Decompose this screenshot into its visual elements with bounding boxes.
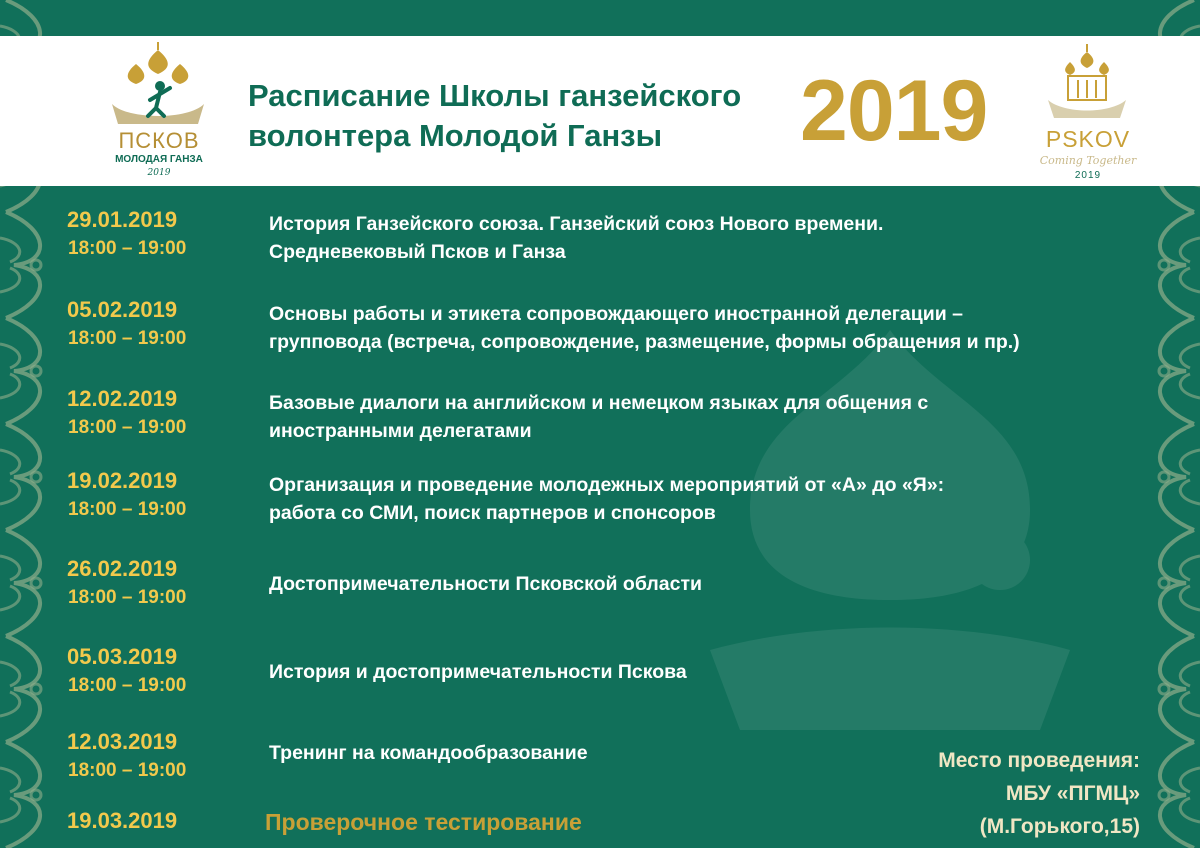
session-topic-line: История и достопримечательности Пскова	[269, 661, 687, 683]
session-topic	[269, 739, 588, 767]
session-topic	[265, 808, 582, 836]
venue-name: МБУ «ПГМЦ»	[1005, 782, 1140, 805]
session-time: 18:00 – 19:00	[68, 675, 187, 696]
session-topic-line: Достопримечательности Псковской области	[269, 573, 702, 595]
session-topic	[269, 389, 928, 445]
session-time: 18:00 – 19:00	[68, 417, 187, 438]
session-topic-line: Тренинг на командообразование	[269, 742, 588, 764]
session-date: 12.03.2019	[67, 729, 178, 754]
page-title-line-2: волонтера Молодой Ганзы	[248, 118, 663, 153]
venue-info	[938, 744, 1140, 843]
session-time: 18:00 – 19:00	[68, 328, 187, 349]
session-topic	[269, 570, 702, 598]
page-title-line-1: Расписание Школы ганзейского	[248, 78, 742, 113]
logo-subtitle-text: Coming Together	[1039, 154, 1137, 167]
session-topic-line: Организация и проведение молодежных мероприятий от «А» до «Я»:	[269, 474, 945, 496]
session-date: 19.03.2019	[67, 808, 178, 833]
logo-city-text: PSKOV	[1045, 126, 1131, 152]
session-topic-line: Проверочное тестирование	[265, 809, 582, 835]
session-topic-line: Базовые диалоги на английском и немецком языках для общения с	[269, 392, 929, 414]
session-time: 18:00 – 19:00	[68, 587, 187, 608]
session-topic	[269, 300, 1020, 356]
session-topic-line: Основы работы и этикета сопровождающего иностранной делегации –	[269, 303, 963, 325]
logo-year-text: 2019	[1074, 170, 1102, 181]
session-date: 29.01.2019	[67, 207, 178, 232]
venue-address: (М.Горького,15)	[979, 815, 1140, 838]
session-date: 05.03.2019	[67, 644, 178, 669]
venue-label: Место проведения:	[938, 749, 1140, 772]
header-year: 2019	[800, 63, 988, 159]
session-topic-line: иностранными делегатами	[269, 420, 532, 442]
session-date: 26.02.2019	[67, 556, 178, 581]
session-time: 18:00 – 19:00	[68, 499, 187, 520]
session-topic-line: История Ганзейского союза. Ганзейский союз Нового времени.	[269, 213, 884, 235]
logo-subtitle-text: МОЛОДАЯ ГАНЗА	[115, 154, 203, 165]
session-topic-line: Средневековый Псков и Ганза	[269, 241, 566, 263]
session-topic	[269, 658, 687, 686]
session-topic	[269, 210, 883, 266]
logo-year-text: 2019	[147, 168, 171, 178]
session-date: 12.02.2019	[67, 386, 178, 411]
session-date: 19.02.2019	[67, 468, 178, 493]
logo-city-text: ПСКОВ	[118, 128, 200, 153]
session-topic	[269, 471, 944, 527]
session-topic-line: групповода (встреча, сопровождение, размещение, формы обращения и пр.)	[269, 331, 1020, 353]
session-topic-line: работа со СМИ, поиск партнеров и спонсоров	[269, 502, 716, 524]
session-time: 18:00 – 19:00	[68, 760, 187, 781]
session-time: 18:00 – 19:00	[68, 238, 187, 259]
session-date: 05.02.2019	[67, 297, 178, 322]
